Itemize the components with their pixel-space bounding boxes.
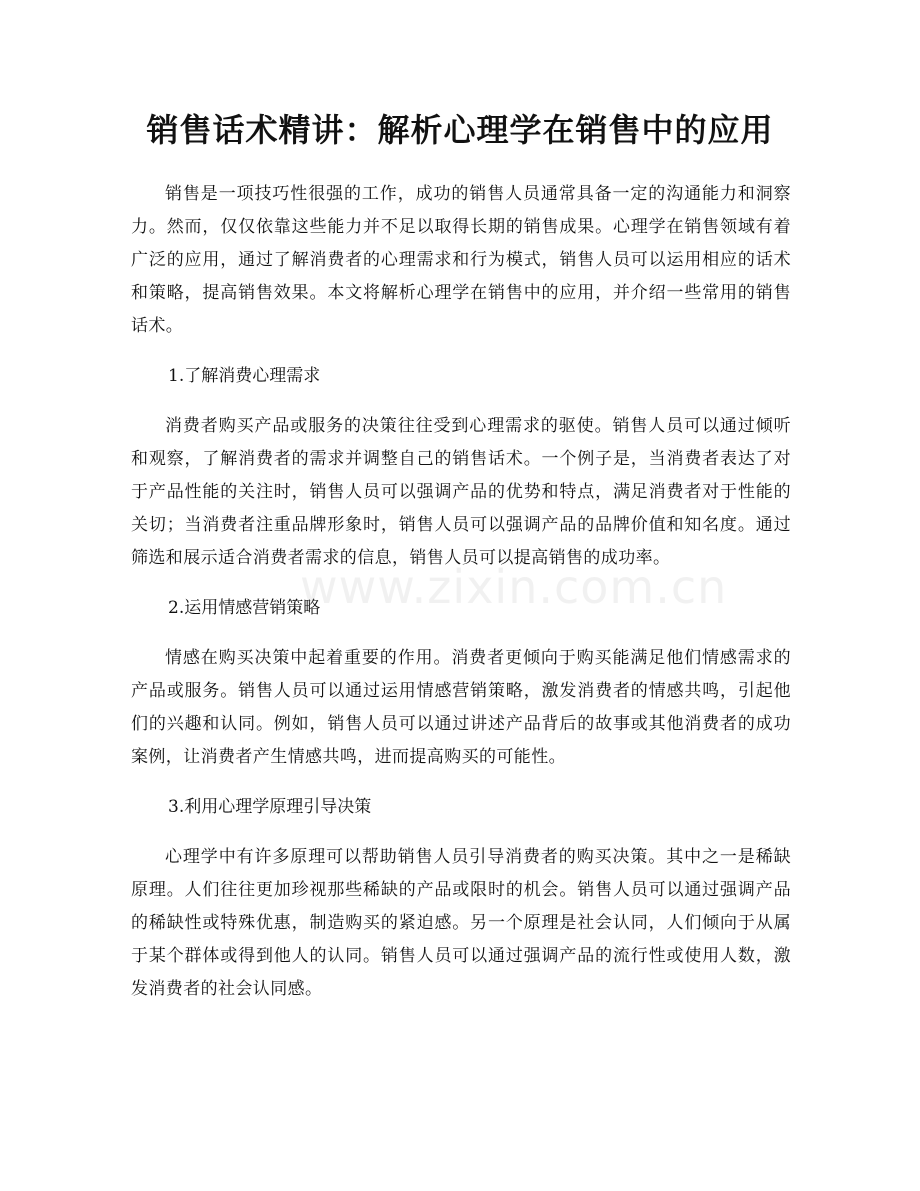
document-title: 销售话术精讲：解析心理学在销售中的应用 xyxy=(146,111,774,149)
document-body xyxy=(131,178,791,1006)
section-paragraph-1: 消费者购买产品或服务的决策往往受到心理需求的驱使。销售人员可以通过倾听和观察，了解消费者的需求并调整自己的销售话术。一个例子是，当消费者表达了对于产品性能的关注时，销售人员可以强调产品的优势和特点，满足消费者对于性能的关切；当消费者注重品牌形象时，销售人员可以强调产品的品牌价值和知名度。通过筛选和展示适合消费者需求的信息，销售人员可以提高销售的成功率。 xyxy=(131,416,791,568)
section-paragraph-3: 心理学中有许多原理可以帮助销售人员引导消费者的购买决策。其中之一是稀缺原理。人们往往更加珍视那些稀缺的产品或限时的机会。销售人员可以通过强调产品的稀缺性或特殊优惠，制造购买的紧迫感。另一个原理是社会认同，人们倾向于从属于某个群体或得到他人的认同。销售人员可以通过强调产品的流行性或使用人数，激发消费者的社会认同感。 xyxy=(131,847,791,999)
watermark: www.zixin.com.cn xyxy=(300,560,728,614)
section-heading-1: 1.了解消费心理需求 xyxy=(168,366,321,386)
section-paragraph-2: 情感在购买决策中起着重要的作用。消费者更倾向于购买能满足他们情感需求的产品或服务。销售人员可以通过运用情感营销策略，激发消费者的情感共鸣，引起他们的兴趣和认同。例如，销售人员可以通过讲述产品背后的故事或其他消费者的成功案例，让消费者产生情感共鸣，进而提高购买的可能性。 xyxy=(131,648,791,767)
section-heading-2: 2.运用情感营销策略 xyxy=(168,598,321,618)
section-heading-3: 3.利用心理学原理引导决策 xyxy=(168,797,372,817)
intro-paragraph: 销售是一项技巧性很强的工作，成功的销售人员通常具备一定的沟通能力和洞察力。然而，仅仅依靠这些能力并不足以取得长期的销售成果。心理学在销售领域有着广泛的应用，通过了解消费者的心理需求和行为模式，销售人员可以运用相应的话术和策略，提高销售效果。本文将解析心理学在销售中的应用，并介绍一些常用的销售话术。 xyxy=(131,184,791,336)
